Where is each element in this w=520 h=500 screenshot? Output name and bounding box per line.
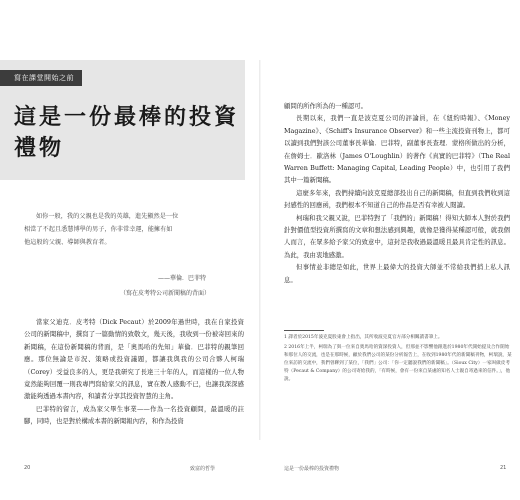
- epigraph-attribution: ——華倫．巴菲特: [158, 275, 207, 282]
- footnote-rule: [284, 330, 324, 331]
- epigraph-line: 相當了不起且悉慧博學的男子，你非常幸運，能擁有如: [24, 226, 173, 233]
- paragraph: 但事情並非總是如此，世界上最偉大的投資大師並不常給我們捎上私人訊息。: [284, 263, 510, 284]
- paragraph: 長期以來，我們一直是波克夏公司的評論員，在《紐約時報》、《Money Magazine》、《Schiff's Insurance Observer》和一些主流投資刊物上，都可以讀到我們對該公司董事長華倫．巴菲特，副董事長查理．蒙格所做出的分析，在詹姆士．歐洛林（James O'Loughlin）的著作《真實的巴菲特》（The Real Warren Buffett: Managing Capital, Leading People）中，也引用了我們其中一篇新聞稿。: [284, 114, 510, 185]
- paragraph: 當家父迪克．皮考特（Dick Pecaut）於2009年過世時，我在自家投資公司的新聞稿中，撰寫了一篇動情的致敬文，幾天後，我收到一份被寄回來的新聞稿，在這份新聞稿的背面，是「奧馬哈的先知」華倫．巴菲特的親筆回應。那位無論是市況、策略或投資議題，都讓我與我的公司合夥人柯瑞（Corey）受益良多的人，更是我研究了長達三十年的人，而這樣的一位人物竟然能夠回覆一則我專門寫給家父的訊息，實在教人感動不已，也讓我深深感激能夠透過本書內容，和讀者分享其投資智慧的主角。: [24, 318, 244, 401]
- page-number-left: 20: [24, 465, 31, 471]
- epigraph-line: 他這般的父親、導師與教育者。: [24, 239, 111, 246]
- left-body-text: [24, 316, 244, 428]
- paragraph: 柯瑞和我父親又說，巴菲特對了「我們的」新聞稿！得知大師本人對於我們針對價值型投資所撰寫的文章和想法感到興趣，就像是獲得某種認可般，就我個人而言，在眾多給予家父的致意中，這封是我收過最溫暖且最具肯定性的訊息。為此，我由衷地感激。: [284, 213, 510, 259]
- right-page: [262, 60, 520, 472]
- page-number-right: 21: [500, 465, 507, 471]
- running-head-left: 致富的哲學: [190, 466, 216, 472]
- footnote: 1 譯者於2015年波克夏股東會上指出，其所收波克夏官方部分相關讀書筆上。: [284, 335, 443, 340]
- paragraph: 巴菲特的留言，成為家父畢生事業——作為一名投資顧問，最溫暖的註腳，同時，也是對於構成本書的新聞報內容，和作為投資: [24, 404, 244, 426]
- book-gutter: [259, 60, 261, 440]
- running-head-right: 這是一份最棒的投資禮物: [284, 466, 340, 472]
- epigraph-source: （寫在皮考特公司新聞稿的背面）: [120, 290, 211, 297]
- left-page: [0, 60, 258, 472]
- section-label: 寫在課堂開始之前: [0, 70, 82, 86]
- footnote: 2 2016年上半，柯瑞為了與一位來自奧馬哈的資深投資人，但那並不影響他跟進於1980年代開始提及合作開始和那位人的交流，也是在那時候，顧於我們公司的某份分析報告上，在收到1980年代的新聞稿刊物，柯瑞說，某位來訪的交流中，我們曾聊到了某位，「我們」公司：「你一定聽說我們的新聞稿」。（Sioux City）一家叫做皮考特（Pecaut & Company）的公司寄給我的，「有時候，會有一份來自某處的知名人士親自寄過來的信件。」，他說。: [284, 345, 512, 382]
- paragraph: 顧問的所作所為的一種認可。: [284, 102, 368, 110]
- right-body-text: [284, 100, 510, 286]
- epigraph-line: 如你一般，我的父親也是我的英雄，進先顯然是一位: [36, 213, 179, 220]
- footnotes: [284, 334, 512, 386]
- chapter-title: 這是一份最棒的投資禮物: [14, 104, 240, 161]
- paragraph: 這麼多年來，我們持續向波克夏總部投出自己的新聞稿，但直到我們收到這封感性的回應函，我們根本不知道自己的作品是否有幸被人閱讀。: [284, 188, 510, 210]
- epigraph: [24, 210, 232, 249]
